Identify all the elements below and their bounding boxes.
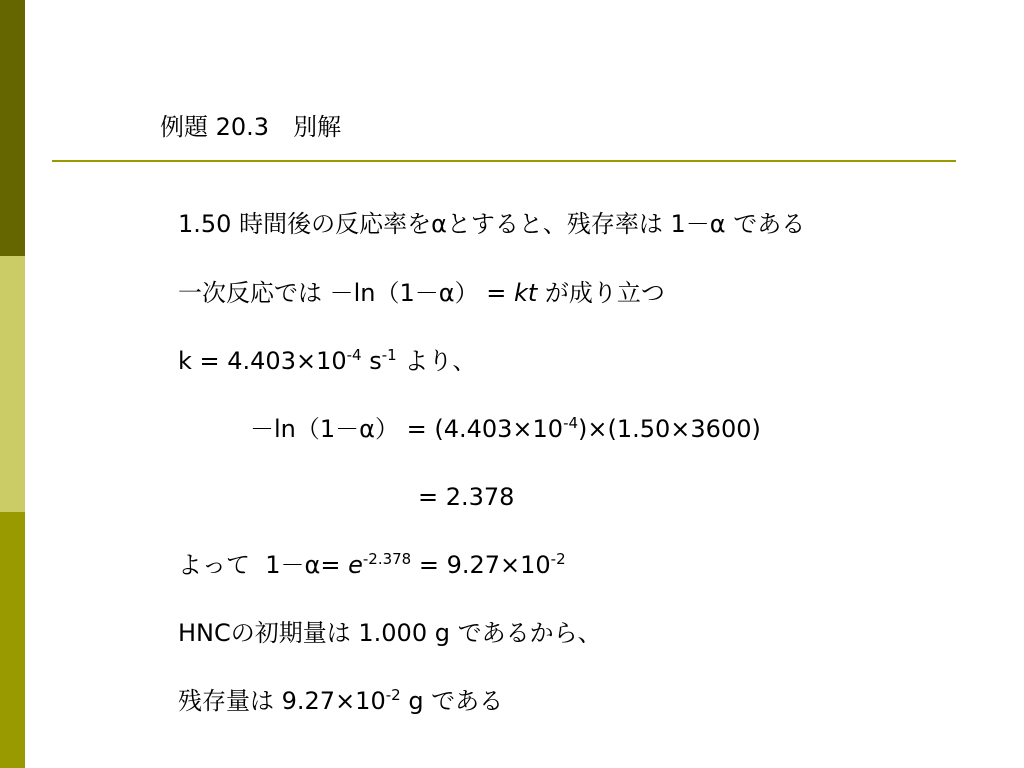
accent-bar-middle <box>0 256 25 512</box>
line-reaction-rate: 1.50 時間後の反応率をαとすると、残存率は 1－α である <box>178 210 806 238</box>
line-rate-constant: $k = 4.403\times 10^{-4}$ $s^{-1}$ より、 <box>178 346 477 375</box>
line-first-order: 一次反応では －ln（1－α） = kt が成り立つ <box>178 279 665 307</box>
line-remaining-fraction: よって $1-\alpha= e^{-2.378} = 9.27\times 10^{-2}$ <box>178 550 566 579</box>
line-result: = 2.378 <box>418 483 515 511</box>
slide-title: 例題 20.3 別解 <box>160 113 342 141</box>
line-remaining-amount: 残存量は $9.27\times 10^{-2}$ g である <box>178 686 504 715</box>
accent-bar-bottom <box>0 512 25 768</box>
line-equation: $-\ln(1-\alpha) = (4.403\times 10^{-4})\times(1.50\times 3600)$ <box>250 414 761 443</box>
line-initial-amount: HNCの初期量は 1.000 g であるから、 <box>178 619 602 647</box>
accent-bar-top <box>0 0 25 256</box>
title-divider <box>52 160 956 162</box>
